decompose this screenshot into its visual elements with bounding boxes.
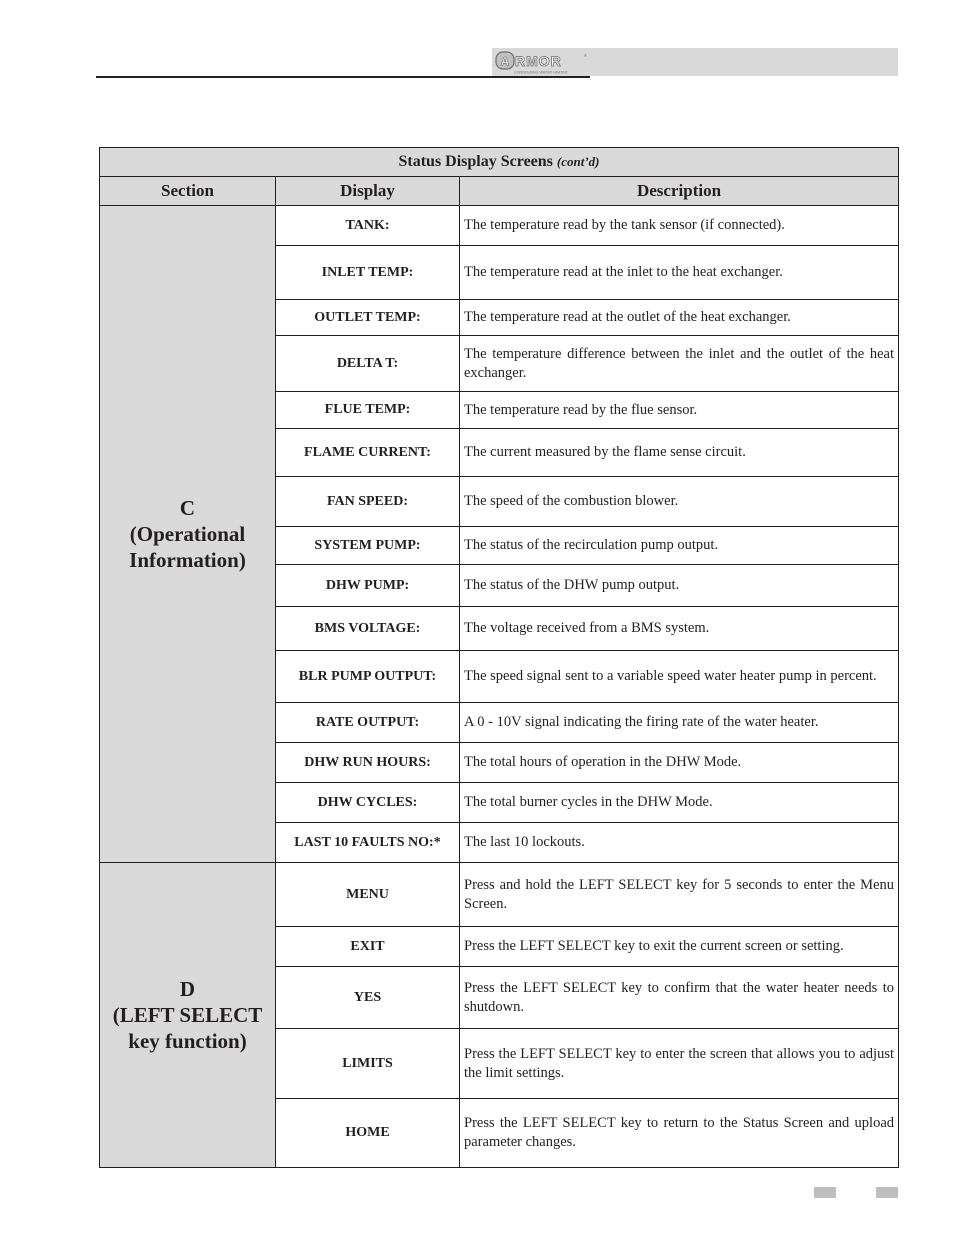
description-cell: Press the LEFT SELECT key to exit the current screen or setting. [460,927,899,967]
description-cell: The speed of the combustion blower. [460,477,899,527]
display-cell: INLET TEMP: [276,246,460,300]
svg-text:A: A [500,54,510,69]
table-title [100,148,899,177]
description-cell: The temperature read by the tank sensor (if connected). [460,206,899,246]
table-title-suffix: (cont’d) [556,154,600,169]
section-cell [100,863,276,1168]
table-title-row [100,148,899,177]
footer-mark-right [876,1187,898,1198]
display-cell: OUTLET TEMP: [276,300,460,336]
display-cell: EXIT [276,927,460,967]
column-header-description: Description [460,177,899,206]
description-cell: The speed signal sent to a variable speed water heater pump in percent. [460,651,899,703]
section-name-line2: key function) [128,1029,247,1053]
description-cell: Press the LEFT SELECT key to enter the screen that allows you to adjust the limit settings. [460,1029,899,1099]
display-cell: FLAME CURRENT: [276,429,460,477]
section-name-line1: (Operational [129,522,246,546]
display-cell: DELTA T: [276,336,460,392]
column-header-section: Section [100,177,276,206]
footer-mark-left [814,1187,836,1198]
svg-text:RMOR: RMOR [515,53,562,69]
description-cell: The temperature read at the outlet of the heat exchanger. [460,300,899,336]
status-display-table [99,147,899,1168]
display-cell: RATE OUTPUT: [276,703,460,743]
section-name-line1: (LEFT SELECT [112,1003,263,1027]
display-cell: FAN SPEED: [276,477,460,527]
description-cell: The total hours of operation in the DHW Mode. [460,743,899,783]
description-cell: The current measured by the flame sense circuit. [460,429,899,477]
table-row [100,206,899,246]
section-letter: D [179,977,196,1001]
description-cell: Press the LEFT SELECT key to confirm that the water heater needs to shutdown. [460,967,899,1029]
armor-logo [494,50,588,76]
description-cell: The last 10 lockouts. [460,823,899,863]
display-cell: DHW RUN HOURS: [276,743,460,783]
table-title-text: Status Display Screens [398,153,553,170]
display-cell: LAST 10 FAULTS NO:* [276,823,460,863]
section-name-line2: Information) [129,548,246,572]
display-cell: DHW PUMP: [276,565,460,607]
section-cell [100,206,276,863]
description-cell: The temperature read by the flue sensor. [460,392,899,429]
description-cell: The status of the DHW pump output. [460,565,899,607]
description-cell: Press the LEFT SELECT key to return to the Status Screen and upload parameter changes. [460,1099,899,1168]
display-cell: MENU [276,863,460,927]
display-cell: BLR PUMP OUTPUT: [276,651,460,703]
svg-text:®: ® [584,53,587,58]
description-cell: The temperature read at the inlet to the heat exchanger. [460,246,899,300]
description-cell: The temperature difference between the inlet and the outlet of the heat exchanger. [460,336,899,392]
table-row [100,863,899,927]
description-cell: A 0 - 10V signal indicating the firing rate of the water heater. [460,703,899,743]
description-cell: The voltage received from a BMS system. [460,607,899,651]
column-header-display: Display [276,177,460,206]
display-cell: LIMITS [276,1029,460,1099]
svg-text:CONDENSING WATER HEATER: CONDENSING WATER HEATER [514,70,568,75]
display-cell: DHW CYCLES: [276,783,460,823]
display-cell: TANK: [276,206,460,246]
display-cell: FLUE TEMP: [276,392,460,429]
display-cell: YES [276,967,460,1029]
display-cell: HOME [276,1099,460,1168]
section-letter: C [179,496,196,520]
header-rule [96,76,590,78]
description-cell: The total burner cycles in the DHW Mode. [460,783,899,823]
description-cell: Press and hold the LEFT SELECT key for 5 seconds to enter the Menu Screen. [460,863,899,927]
display-cell: SYSTEM PUMP: [276,527,460,565]
table-header-row [100,177,899,206]
description-cell: The status of the recirculation pump output. [460,527,899,565]
display-cell: BMS VOLTAGE: [276,607,460,651]
